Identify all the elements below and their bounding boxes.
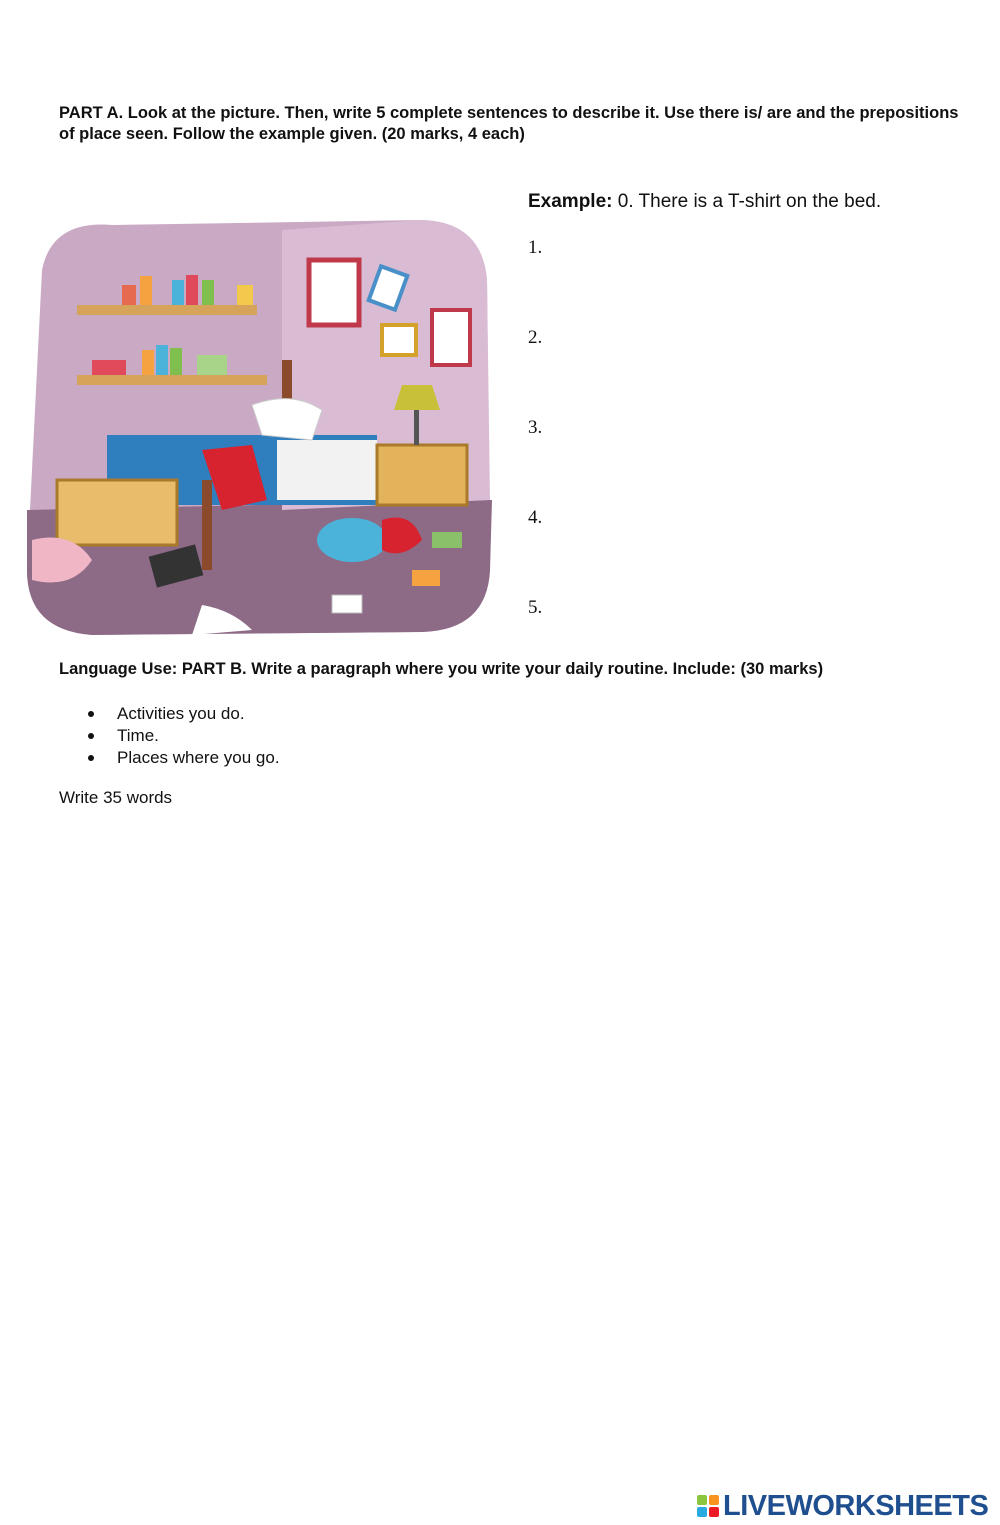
answer-row-4 [528,503,948,533]
answer-input-5[interactable] [550,594,948,622]
answer-number: 5. [528,597,543,618]
answer-number: 3. [528,417,543,438]
answer-row-2 [528,323,948,353]
answer-row-1 [528,233,948,263]
part-b-instructions: Language Use: PART B. Write a paragraph where you write your daily routine. Include: (30 marks) [59,660,824,678]
answer-input-3[interactable] [550,414,948,442]
list-item: Activities you do. [88,703,280,725]
answer-input-1[interactable] [550,234,948,262]
list-item: Time. [88,725,280,747]
example-text: 0. There is a T-shirt on the bed. [612,191,882,212]
example-label: Example: [528,191,613,212]
part-a-instructions: PART A. Look at the picture. Then, write 5 complete sentences to describe it. Use there is/ are and the prepositions of place seen. Follow the example given. (20 marks, 4 each) [59,104,959,143]
part-b-bullet-list [88,703,280,769]
word-count-instruction: Write 35 words [59,788,173,807]
answer-number: 4. [528,507,543,528]
answer-row-3 [528,413,948,443]
answer-input-2[interactable] [550,324,948,352]
answer-row-5 [528,593,948,623]
answer-number: 2. [528,327,543,348]
answer-input-4[interactable] [550,504,948,532]
example-sentence [528,191,881,213]
answer-number: 1. [528,237,543,258]
messy-bedroom-illustration [22,210,492,640]
list-item: Places where you go. [88,747,280,769]
liveworksheets-logo [697,1490,988,1522]
logo-text: LIVEWORKSHEETS [723,1489,989,1522]
logo-mark-icon [697,1495,719,1517]
paragraph-textarea[interactable] [59,828,943,1392]
